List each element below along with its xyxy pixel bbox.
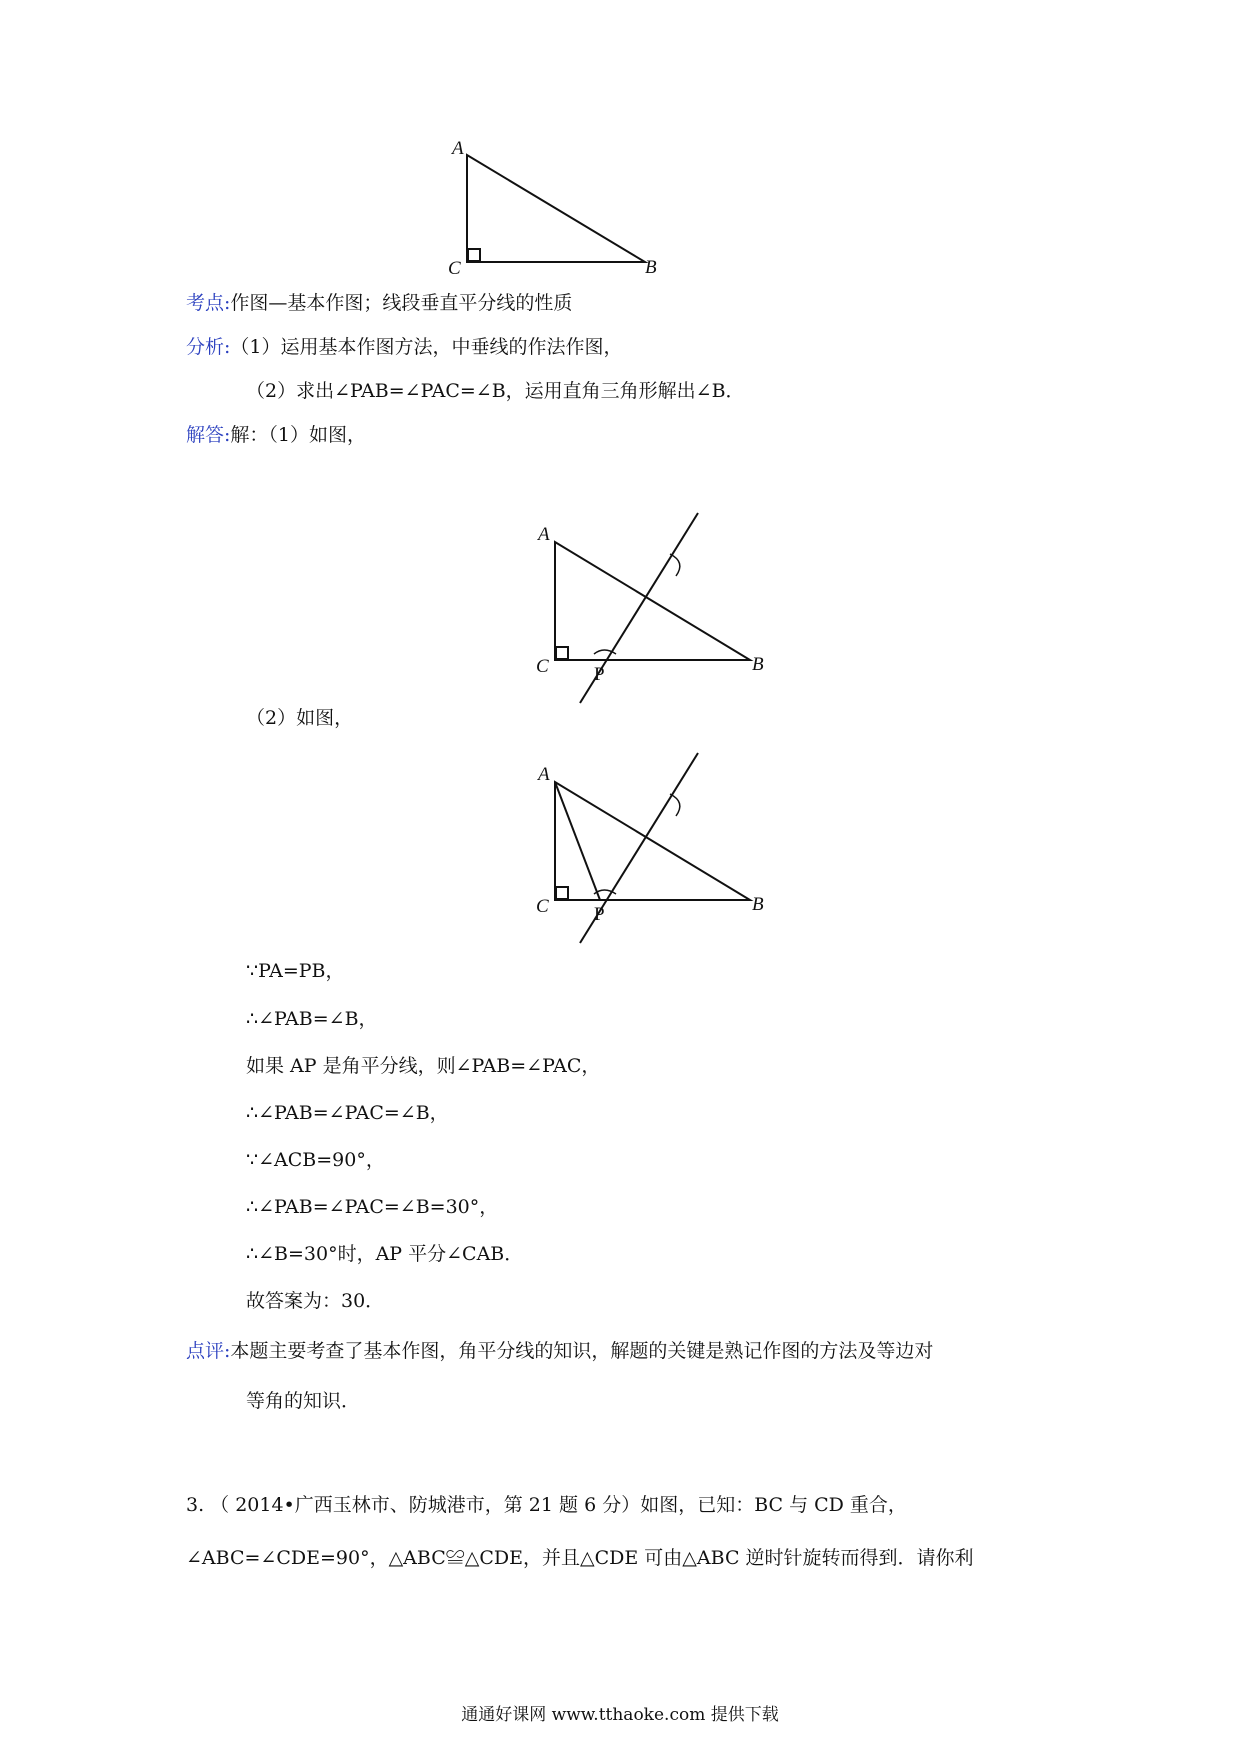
kaodian-text: 作图—基本作图；线段垂直平分线的性质	[230, 292, 573, 314]
label-C: C	[448, 258, 461, 279]
proof-line: ∵PA=PB，	[246, 960, 345, 982]
proof-line: ∵∠ACB=90°，	[246, 1149, 385, 1171]
figure-perpendicular-bisector	[530, 510, 790, 710]
label-C: C	[536, 656, 549, 677]
figure-angle-bisector	[530, 750, 790, 950]
label-B: B	[752, 654, 764, 675]
label-P: P	[594, 664, 605, 685]
label-A: A	[538, 764, 550, 785]
dianping-line-2: 等角的知识．	[246, 1390, 361, 1412]
label-P: P	[594, 904, 605, 925]
proof-line: ∴∠PAB=∠PAC=∠B，	[246, 1102, 449, 1124]
jieda-text-1: 解：（1）如图，	[230, 424, 366, 446]
label-C: C	[536, 896, 549, 917]
dianping-line-1	[186, 1338, 933, 1364]
label-A: A	[538, 524, 550, 545]
dianping-text-1: 本题主要考查了基本作图，角平分线的知识，解题的关键是熟记作图的方法及等边对	[230, 1340, 934, 1362]
kaodian-label: 考点:	[186, 292, 231, 314]
label-A: A	[452, 138, 464, 159]
kaodian-line	[186, 290, 572, 316]
proof-line: ∴∠B=30°时，AP 平分∠CAB．	[246, 1243, 524, 1265]
problem3-line-2: ∠ABC=∠CDE=90°，△ABC≌△CDE，并且△CDE 可由△ABC 逆时针旋转而得到．请你利	[186, 1547, 974, 1569]
proof-line: ∴∠PAB=∠B，	[246, 1008, 378, 1030]
label-B: B	[752, 894, 764, 915]
fenxi-text-1: （1）运用基本作图方法，中垂线的作法作图，	[230, 336, 623, 358]
dianping-label: 点评:	[186, 1340, 231, 1362]
fenxi-label: 分析:	[186, 336, 231, 358]
figure-right-triangle	[440, 130, 700, 290]
fenxi-line-2: （2）求出∠PAB=∠PAC=∠B，运用直角三角形解出∠B．	[246, 380, 745, 402]
proof-line: 故答案为：30．	[246, 1290, 385, 1312]
jieda-label: 解答:	[186, 424, 231, 446]
problem3-line-1: 3. （ 2014•广西玉林市、防城港市，第 21 题 6 分）如图，已知：BC 与 CD 重合，	[186, 1494, 907, 1516]
jieda-line-1	[186, 422, 366, 448]
proof-line: ∴∠PAB=∠PAC=∠B=30°，	[246, 1196, 499, 1218]
jieda-line-2: （2）如图，	[246, 707, 354, 729]
page-footer: 通通好课网 www.tthaoke.com 提供下载	[461, 1705, 779, 1725]
proof-line: 如果 AP 是角平分线，则∠PAB=∠PAC，	[246, 1055, 601, 1077]
label-B: B	[645, 257, 657, 278]
fenxi-line-1	[186, 334, 623, 360]
